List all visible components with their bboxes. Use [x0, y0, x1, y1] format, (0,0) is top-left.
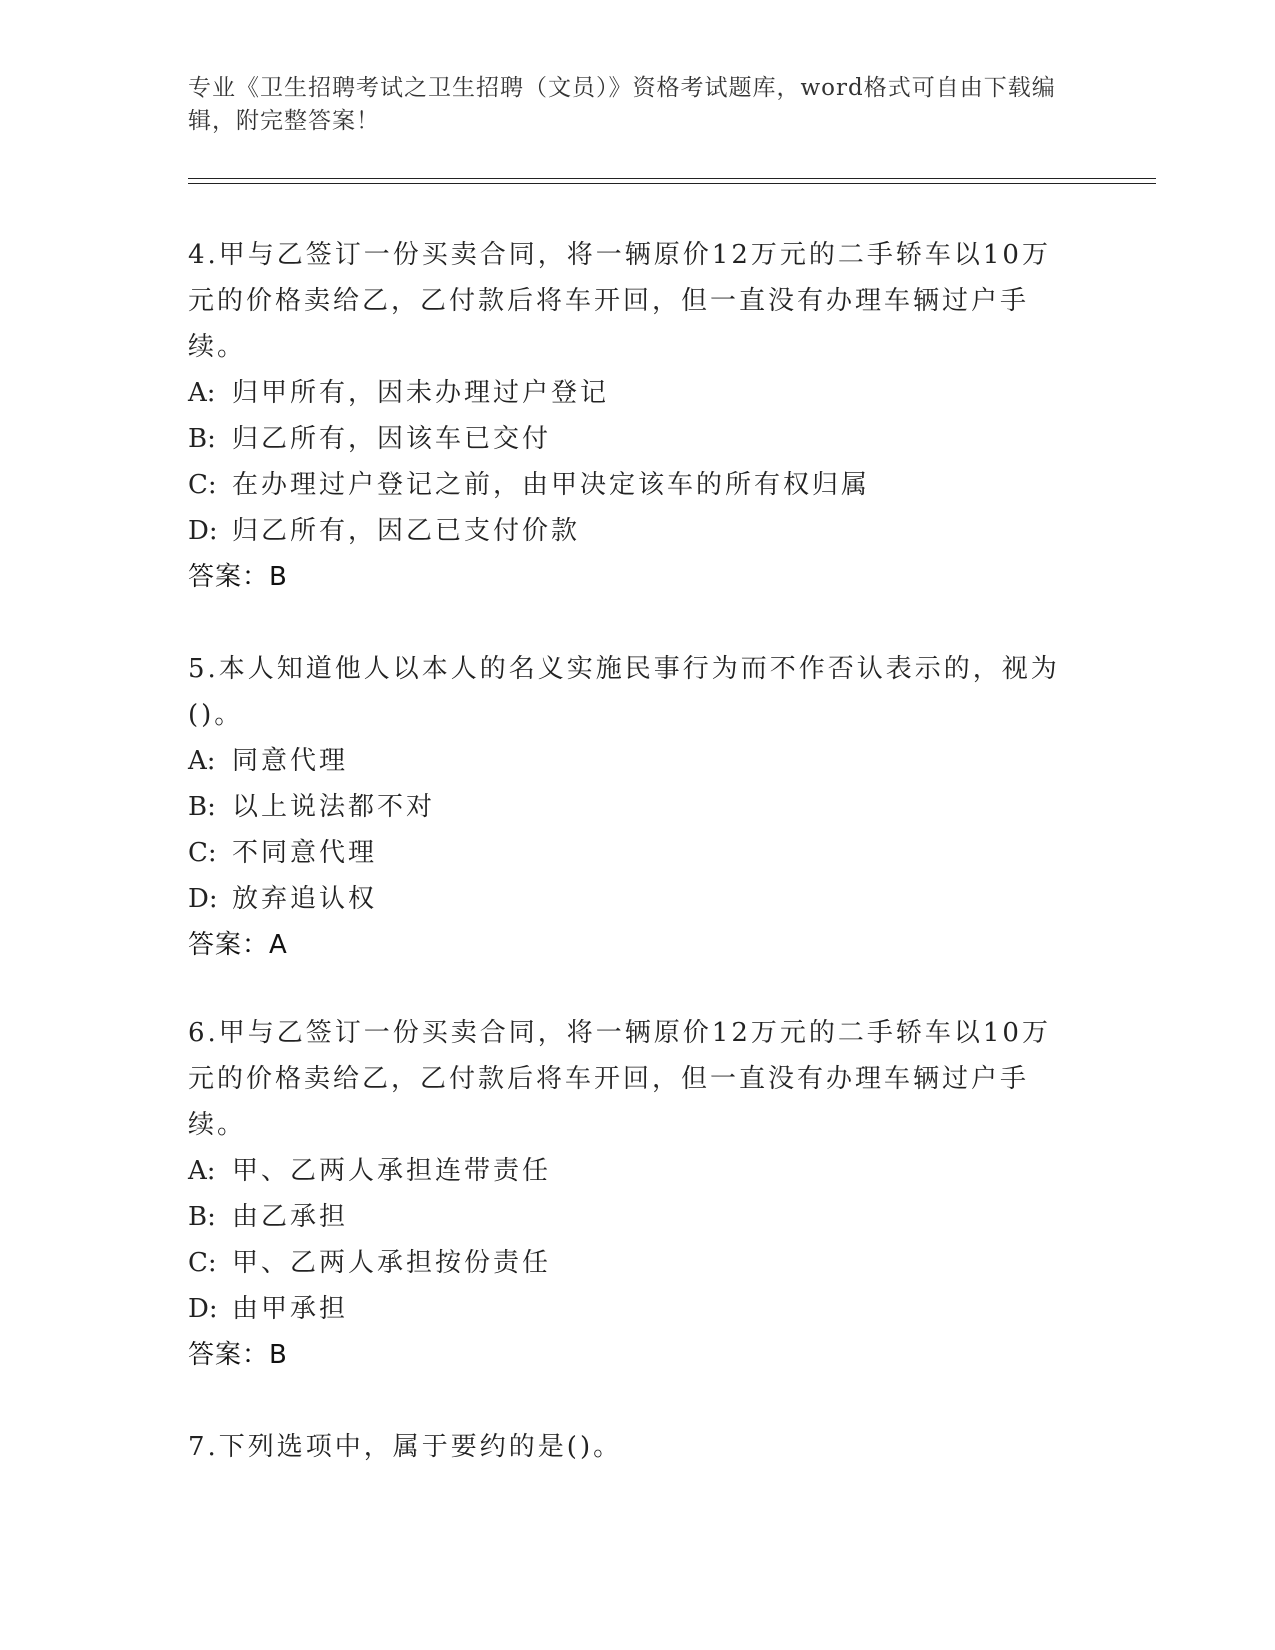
option-text: 在办理过户登记之前，由甲决定该车的所有权归属: [232, 470, 871, 500]
option-letter: A:: [188, 746, 216, 776]
option-text: 放弃追认权: [232, 884, 378, 914]
question-stem: 4.甲与乙签订一份买卖合同，将一辆原价12万元的二手轿车以10万元的价格卖给乙，乙付款后将车开回，但一直没有办理车辆过户手续。: [188, 240, 1051, 362]
option-letter: D:: [188, 516, 218, 546]
option-letter: B:: [188, 1202, 216, 1232]
option-b: [188, 416, 1068, 462]
option-a: [188, 738, 1068, 784]
option-c: [188, 1240, 1068, 1286]
question-stem: 6.甲与乙签订一份买卖合同，将一辆原价12万元的二手轿车以10万元的价格卖给乙，乙付款后将车开回，但一直没有办理车辆过户手续。: [188, 1018, 1051, 1140]
option-letter: C:: [188, 838, 217, 868]
option-text: 甲、乙两人承担连带责任: [232, 1156, 552, 1186]
option-b: [188, 784, 1068, 830]
option-text: 由乙承担: [232, 1202, 349, 1232]
question-6: [188, 1010, 1068, 1378]
option-text: 归甲所有，因未办理过户登记: [232, 378, 610, 408]
option-text: 归乙所有，因乙已支付价款: [232, 516, 581, 546]
question-stem: 5.本人知道他人以本人的名义实施民事行为而不作否认表示的，视为()。: [188, 654, 1060, 730]
option-b: [188, 1194, 1068, 1240]
option-text: 以上说法都不对: [232, 792, 436, 822]
option-a: [188, 1148, 1068, 1194]
option-text: 由甲承担: [232, 1294, 349, 1324]
question-5: [188, 646, 1068, 968]
header-divider-top: [188, 178, 1156, 179]
option-letter: A:: [188, 1156, 216, 1186]
option-text: 归乙所有，因该车已交付: [232, 424, 552, 454]
answer-label: 答案：A: [188, 930, 288, 960]
option-d: [188, 1286, 1068, 1332]
option-a: [188, 370, 1068, 416]
option-c: [188, 462, 1068, 508]
option-c: [188, 830, 1068, 876]
option-text: 甲、乙两人承担按份责任: [232, 1248, 552, 1278]
question-4: [188, 232, 1068, 600]
document-header: 专业《卫生招聘考试之卫生招聘（文员）》资格考试题库，word格式可自由下载编辑，附完整答案！: [188, 75, 1056, 134]
header-divider-bottom: [188, 183, 1156, 184]
option-letter: D:: [188, 1294, 218, 1324]
option-d: [188, 508, 1068, 554]
question-7: [188, 1424, 1068, 1470]
option-letter: B:: [188, 792, 216, 822]
answer-label: 答案：B: [188, 562, 288, 592]
option-letter: D:: [188, 884, 218, 914]
option-letter: B:: [188, 424, 216, 454]
option-d: [188, 876, 1068, 922]
option-text: 同意代理: [232, 746, 349, 776]
option-letter: A:: [188, 378, 216, 408]
answer-label: 答案：B: [188, 1340, 288, 1370]
question-stem: 7.下列选项中，属于要约的是()。: [188, 1432, 623, 1462]
option-letter: C:: [188, 470, 217, 500]
option-text: 不同意代理: [232, 838, 378, 868]
option-letter: C:: [188, 1248, 217, 1278]
